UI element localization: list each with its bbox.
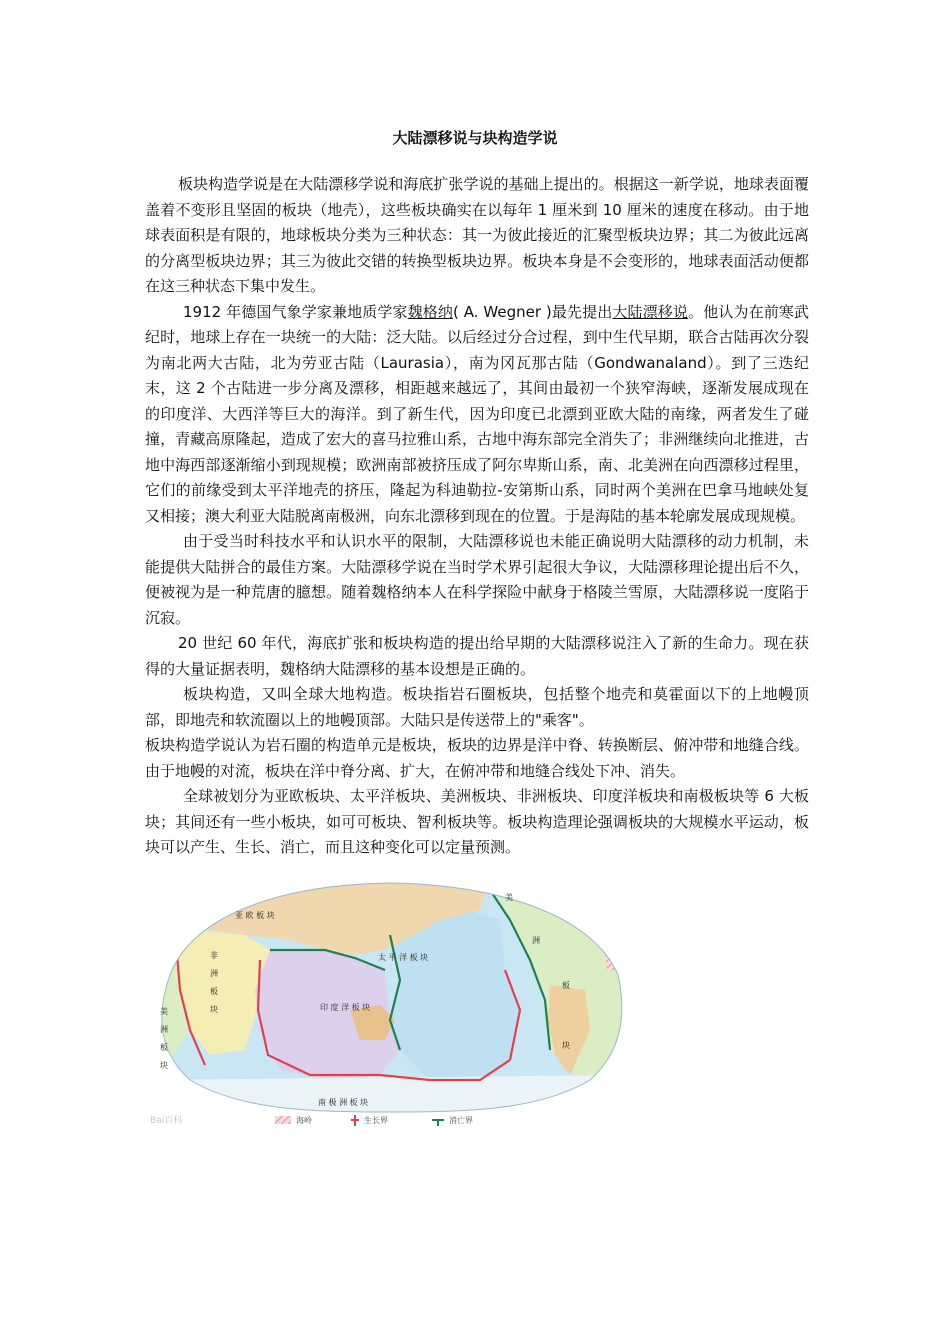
label-america-left-4: 块	[160, 1061, 168, 1070]
label-antarctic-plate: 南 极 洲 板 块	[318, 1098, 369, 1107]
document-body	[145, 172, 809, 861]
antarctica-area	[190, 1112, 590, 1130]
label-america-right-2: 块	[562, 1041, 570, 1050]
paragraph-7: 全球被划分为亚欧板块、太平洋板块、美洲板块、非洲板块、印度洋板块和南极板块等 6 大板块；其间还有一些小板块，如可可板块、智利板块等。板块构造理论强调板块的大规模水平运动，板块可以产生、生长、消亡，而且这种变化可以定量预测。	[145, 787, 809, 856]
wegener-link[interactable]: 魏格纳	[407, 302, 453, 321]
paragraph-3: 由于受当时科技水平和认识水平的限制，大陆漂移说也未能正确说明大陆漂移的动力机制，未能提供大陆拼合的最佳方案。大陆漂移学说在当时学术界引起很大争议，大陆漂移理论提出后不久，便被视为是一种荒唐的臆想。随着魏格纳本人在科学探险中献身于格陵兰雪原，大陆漂移说一度陷于沉寂。	[145, 532, 809, 627]
paragraph-2-text-a: 1912 年德国气象学家兼地质学家	[183, 302, 408, 321]
label-pacific-plate: 太 平 洋 板 块	[378, 953, 429, 962]
label-indian-plate: 印 度 洋 板 块	[320, 1003, 371, 1012]
label-africa-3: 板	[210, 987, 218, 996]
label-america-right-1: 板	[562, 981, 570, 990]
antarctic-plate-area	[150, 1075, 630, 1130]
label-america-left-1: 美	[160, 1007, 168, 1016]
paragraph-1: 板块构造学说是在大陆漂移学说和海底扩张学说的基础上提出的。根据这一新学说，地球表面覆盖着不变形且坚固的板块（地壳），这些板块确实在以每年 1 厘米到 10 厘米的速度在移动。由于地球表面积是有限的，地球板块分类为三种状态：其一为彼此接近的汇聚型板块边界；其二为彼此远离的分离型板块边界；其三为彼此交错的转换型板块边界。板块本身是不会变形的，地球表面活动便都在这三种状态下集中发生。	[145, 175, 809, 295]
label-africa-2: 洲	[210, 969, 218, 978]
label-america-left-2: 洲	[160, 1025, 168, 1034]
continental-drift-link[interactable]: 大陆漂移说	[612, 302, 689, 321]
label-america-top-2: 洲	[532, 936, 540, 945]
paragraph-6: 板块构造学说认为岩石圈的构造单元是板块，板块的边界是洋中脊、转换断层、俯冲带和地缝合线。由于地幔的对流，板块在洋中脊分离、扩大，在俯冲带和地缝合线处下冲、消失。	[145, 736, 809, 780]
label-america-left-3: 板	[160, 1043, 168, 1052]
legend-growth-label: 生长界	[364, 1116, 388, 1125]
legend-ridge-label: 海岭	[296, 1116, 312, 1125]
map-watermark: Bai百科	[150, 1116, 183, 1126]
legend-subduction-icon	[432, 1120, 444, 1126]
paragraph-5: 板块构造，又叫全球大地构造。板块指岩石圈板块，包括整个地壳和莫霍面以下的上地幔顶部，即地壳和软流圈以上的地幔顶部。大陆只是传送带上的"乘客"。	[145, 685, 809, 729]
map-legend	[150, 1114, 473, 1126]
legend-subduction-label: 消亡界	[449, 1116, 473, 1125]
label-america-top-1: 美	[505, 893, 513, 902]
legend-ridge-icon	[275, 1116, 291, 1124]
paragraph-2	[145, 300, 809, 530]
label-africa-4: 块	[210, 1005, 218, 1014]
paragraph-4: 20 世纪 60 年代，海底扩张和板块构造的提出给早期的大陆漂移说注入了新的生命力。现在获得的大量证据表明，魏格纳大陆漂移的基本设想是正确的。	[145, 634, 809, 678]
legend-growth-icon	[351, 1115, 359, 1126]
paragraph-2-text-b: ( A. Wegner )最先提出	[453, 302, 613, 321]
page-title: 大陆漂移说与块构造学说	[392, 129, 558, 147]
label-eurasia-plate: 亚 欧 板 块	[235, 911, 275, 920]
label-africa-1: 非	[210, 951, 218, 960]
paragraph-2-text-c: 。他认为在前寒武纪时，地球上存在一块统一的大陆：泛大陆。以后经过分合过程，到中生代早期，联合古陆再次分裂为南北两大古陆，北为劳亚古陆（Laurasia），南为冈瓦那古陆（Gondwanaland）。到了三迭纪末，这 2 个古陆进一步分离及漂移，相距越来越远了，其间由最初一个狭窄海峡，逐渐发展成现在的印度洋、大西洋等巨大的海洋。到了新生代，因为印度已北漂到亚欧大陆的南缘，两者发生了碰撞，青藏高原隆起，造成了宏大的喜马拉雅山系，古地中海东部完全消失了；非洲继续向北推进，古地中海西部逐渐缩小到现规模；欧洲南部被挤压成了阿尔卑斯山系，南、北美洲在向西漂移过程里，它们的前缘受到太平洋地壳的挤压，隆起为科迪勒拉-安第斯山系，同时两个美洲在巴拿马地峡处复又相接；澳大利亚大陆脱离南极洲，向东北漂移到现在的位置。于是海陆的基本轮廓发展成现规模。	[145, 302, 809, 525]
plate-tectonics-map	[150, 880, 630, 1130]
